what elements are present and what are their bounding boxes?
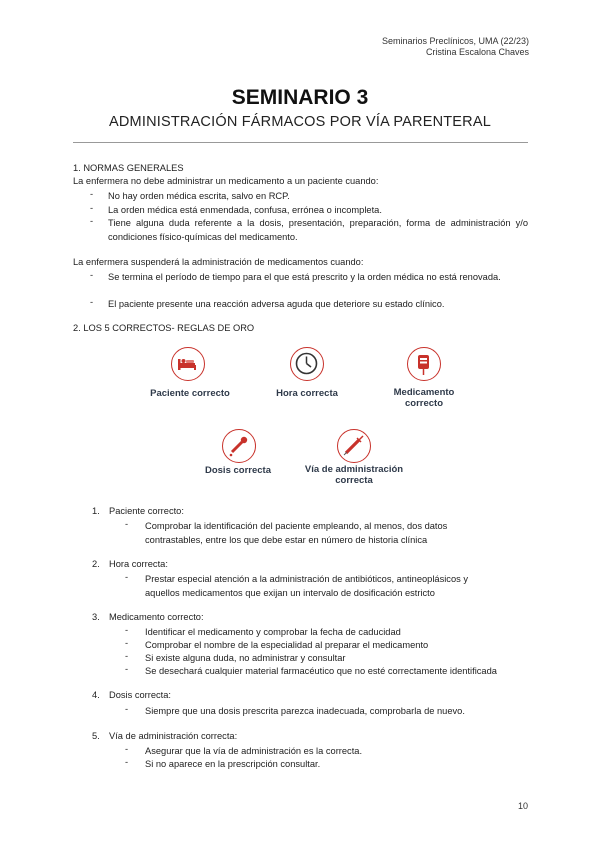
- icon-label: Medicamento correcto: [393, 387, 455, 409]
- sub-item-text: Prestar especial atención a la administración de antibióticos, antineoplásicos y aquellos medicamentos que exijan un intervalo de dosificación estricto: [145, 574, 468, 598]
- list-item-title: Vía de administración correcta:: [109, 731, 238, 741]
- list-item-text: El paciente presente una reacción adversa aguda que deteriore su estado clínico.: [108, 299, 445, 309]
- bullet-dash: -: [125, 651, 129, 661]
- bullet-dash: -: [90, 297, 94, 307]
- page-number: 10: [517, 801, 528, 811]
- bullet-dash: -: [125, 704, 129, 714]
- sub-item-text: Si no aparece en la prescripción consultar.: [145, 759, 321, 769]
- icon-label: Dosis correcta: [204, 465, 271, 476]
- list-item-text: Se termina el período de tiempo para el que está prescrito y la orden médica no está renovada.: [108, 272, 501, 282]
- bullet-dash: -: [90, 189, 94, 199]
- list-item-text: La orden médica está enmendada, confusa, errónea o incompleta.: [108, 205, 382, 215]
- list-number: 2.: [92, 559, 100, 569]
- list-number: 4.: [92, 690, 100, 700]
- icon-label: Paciente correcto: [150, 388, 230, 399]
- bullet-dash: -: [125, 572, 129, 582]
- paragraph: La enfermera no debe administrar un medicamento a un paciente cuando:: [73, 176, 379, 186]
- bullet-dash: -: [90, 216, 94, 226]
- sub-item-text: Asegurar que la vía de administración es la correcta.: [145, 746, 363, 756]
- bullet-dash: -: [90, 203, 94, 213]
- bed-icon: [171, 347, 205, 381]
- bullet-dash: -: [125, 638, 129, 648]
- list-number: 3.: [92, 612, 100, 622]
- sub-item-text: Comprobar la identificación del paciente empleando, al menos, dos datos contrastables, entre los que debe estar en número de historia clínica: [145, 521, 448, 545]
- sub-item-text: Si existe alguna duda, no administrar y consultar: [145, 653, 346, 663]
- list-item-title: Dosis correcta:: [109, 690, 171, 700]
- section-heading: 1. NORMAS GENERALES: [73, 163, 184, 173]
- bullet-dash: -: [125, 757, 129, 767]
- sub-item-text: Siempre que una dosis prescrita parezca inadecuada, comprobarla de nuevo.: [145, 706, 465, 716]
- list-item-text: Tiene alguna duda referente a la dosis, presentación, preparación, forma de administración y/o condiciones físico-químicas del medicamento.: [108, 218, 528, 242]
- sub-item-text: Comprobar el nombre de la especialidad al preparar el medicamento: [145, 640, 429, 650]
- bullet-dash: -: [90, 270, 94, 280]
- section-heading: 2. LOS 5 CORRECTOS- REGLAS DE ORO: [73, 323, 255, 333]
- sub-item-text: Identificar el medicamento y comprobar la fecha de caducidad: [145, 627, 401, 637]
- bullet-dash: -: [125, 744, 129, 754]
- iv-bag-icon: [407, 347, 441, 381]
- paragraph: La enfermera suspenderá la administración de medicamentos cuando:: [73, 257, 364, 267]
- list-number: 1.: [92, 506, 100, 516]
- list-item-title: Paciente correcto:: [109, 506, 184, 516]
- divider: [73, 142, 528, 143]
- bullet-dash: -: [125, 664, 129, 674]
- bullet-dash: -: [125, 519, 129, 529]
- clock-icon: [290, 347, 324, 381]
- sub-item-text: Se desechará cualquier material farmacéutico que no esté correctamente identificada: [145, 666, 497, 676]
- list-number: 5.: [92, 731, 100, 741]
- dropper-icon: [222, 429, 256, 463]
- header-author: Cristina Escalona Chaves: [425, 47, 529, 57]
- list-item-title: Hora correcta:: [109, 559, 168, 569]
- list-item-text: No hay orden médica escrita, salvo en RCP.: [108, 191, 290, 201]
- icon-label: Hora correcta: [276, 388, 338, 399]
- icon-label: Vía de administración correcta: [304, 464, 404, 486]
- header-course: Seminarios Preclínicos, UMA (22/23): [381, 36, 529, 46]
- syringe-icon: [337, 429, 371, 463]
- list-item-title: Medicamento correcto:: [109, 612, 204, 622]
- bullet-dash: -: [125, 625, 129, 635]
- page-title: SEMINARIO 3: [231, 86, 369, 109]
- page-subtitle: ADMINISTRACIÓN FÁRMACOS POR VÍA PARENTERAL: [109, 114, 491, 130]
